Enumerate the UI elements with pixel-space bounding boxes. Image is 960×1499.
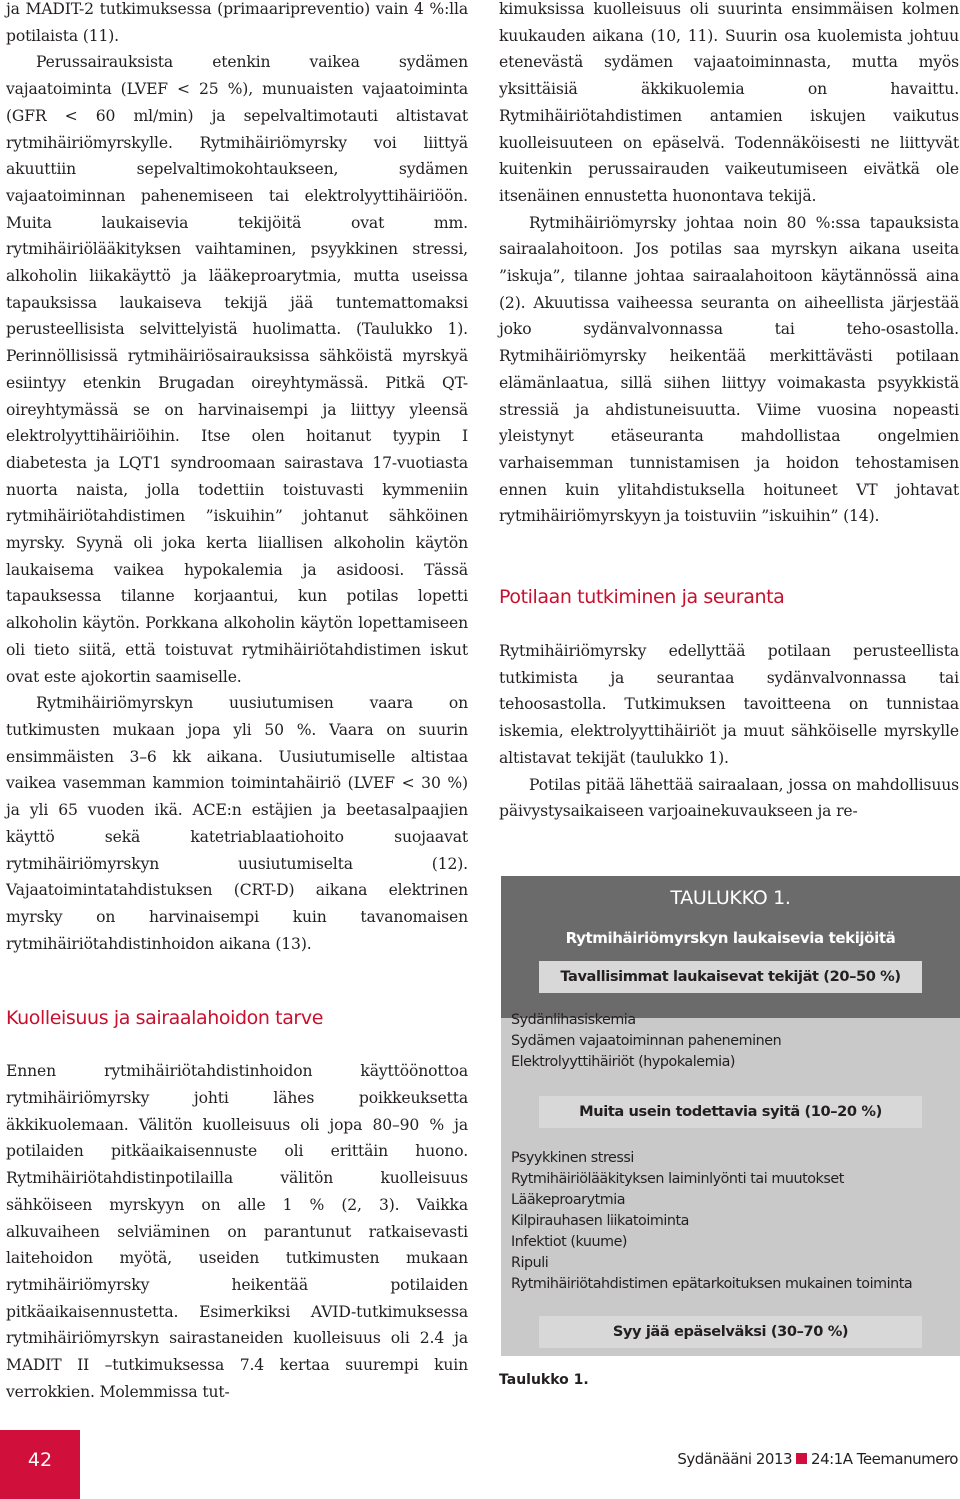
table-list-item: Kilpirauhasen liikatoiminta (511, 1213, 689, 1229)
table-list-item: Lääkeproarytmia (511, 1192, 626, 1208)
body-paragraph: Rytmihäiriömyrsky edellyttää potilaan perusteellista tutkimista ja seurantaa sydänvalvonnassa tai tehoosastolla. Tutkimuksen tavoitteena on tunnistaa iskemia, elektrolyyttihäiriöt ja muut sähköiselle myrskylle altistavat tekijät (taulukko 1). (499, 642, 959, 767)
body-paragraph: ja MADIT-2 tutkimuksessa (primaaripreventio) vain 4 %:lla potilaista (11). (6, 0, 468, 45)
footer (677, 1450, 958, 1468)
section-heading: Potilaan tutkiminen ja seuranta (499, 586, 785, 609)
table-list-item: Psyykkinen stressi (511, 1150, 634, 1166)
table-1 (501, 876, 960, 1356)
table-subtitle: Rytmihäiriömyrskyn laukaisevia tekijöitä (565, 929, 896, 947)
table-list-item: Ripuli (511, 1255, 549, 1271)
table-list-item: Rytmihäiriölääkityksen laiminlyönti tai muutokset (511, 1171, 844, 1187)
table-list-item: Elektrolyyttihäiriöt (hypokalemia) (511, 1054, 736, 1070)
page-number: 42 (0, 1430, 80, 1499)
table-caption: Taulukko 1. (499, 1372, 589, 1388)
body-paragraph: Rytmihäiriömyrsky johtaa noin 80 %:ssa tapauksista sairaalahoitoon. Jos potilas saa myrskyn aikana useita ”iskuja”, tilanne johtaa sairaalahoitoon käytännössä aina (2). Akuutissa vaiheessa seuranta on aiheellista järjestää joko sydänvalvonnassa tai teho-osastolla. Rytmihäiriömyrsky heikentää merkittävästi potilaan elämänlaatua, sillä siihen liittyy voimakasta psyykkistä stressiä ja ahdistuneisuutta. Viime vuosina nopeasti yleistynyt etäseuranta mahdollistaa ongelmien varhaisemman tunnistamisen ja hoidon tehostamisen ennen kuin ylitahdistuksella hoituneet VT johtavat rytmihäiriömyrskyyn ja toistuviin ”iskuihin” (14). (499, 213, 959, 526)
body-paragraph: Ennen rytmihäiriötahdistinhoidon käyttöönottoa rytmihäiriömyrsky johti lähes poikkeuksetta äkkikuolemaan. Välitön kuolleisuus oli jopa 80–90 % ja potilaiden pitkäaikaisennuste oli erittäin huono. Rytmihäiriötahdistinpotilailla välitön kuolleisuus sähköiseen myrskyyn on alle 1 % (2, 3). Vaikka alkuvaiheen selviäminen on parantunut ratkaisevasti laitehoidon myötä, useiden tutkimusten mukaan rytmihäiriömyrsky heikentää potilaiden pitkäaikaisennustetta. Esimerkiksi AVID-tutkimuksessa rytmihäiriömyrskyn sairastaneiden kuolleisuus oli 2.4 ja MADIT II –tutkimuksessa 7.4 kertaa suurempi kuin verrokkien. Molemmissa tut- (6, 1062, 468, 1401)
body-paragraph: Perussairauksista etenkin vaikea sydämen vajaatoiminta (LVEF < 25 %), munuaisten vajaatoiminta (GFR < 60 ml/min) ja sepelvaltimotauti altistavat rytmihäiriömyrskylle. Rytmihäiriömyrsky voi liittyä akuuttiin sepelvaltimokohtaukseen, sydämen vajaatoiminnan pahenemiseen tai elektrolyyttihäiriöön. Muita laukaisevia tekijöitä ovat mm. rytmihäiriölääkityksen vaihtaminen, psyykkinen stressi, alkoholin liikakäyttö ja lääkeproarytmia, mutta useissa tapauksissa laukaiseva tekijä jää tuntemattomaksi perusteellisista selvittelyistä huolimatta. (Taulukko 1). Perinnöllisissä rytmihäiriösairauksissa sähköistä myrskyä esiintyy etenkin Brugadan oireyhtymässä. Pitkä QT-oireyhtymässä se on harvinaisempi ja liittyy yleensä elektrolyyttihäiriöihin. Itse olen hoitanut tyypin I diabetesta ja LQT1 syndroomaan sairastava 17-vuotiasta nuorta naista, jolla todettiin toistuvasti kymmeniin rytmihäiriötahdistimen ”iskuihin” johtanut sähköinen myrsky. Syynä oli joka kerta liiallisen alkoholin käytön laukaisema vaikea hypokalemia ja asidoosi. Tässä tapauksessa tilanne korjaantui, kun potilas lopetti alkoholin käytön. Porkkana alkoholin käytön lopettamiseen oli tieto siitä, että toistuvat rytmihäiriötahdistimen iskut ovat este ajokortin saamiselle. (6, 53, 468, 686)
left-column (6, 0, 468, 1405)
table-section-header: Syy jää epäselväksi (30–70 %) (539, 1316, 922, 1348)
body-paragraph: Potilas pitää lähettää sairaalaan, jossa on mahdollisuus päivystysaikaiseen varjoainekuvaukseen ja re- (499, 775, 959, 821)
table-list (511, 1148, 912, 1295)
table-section-header: Muita usein todettavia syitä (10–20 %) (539, 1096, 922, 1128)
section-heading: Kuolleisuus ja sairaalahoidon tarve (6, 1007, 323, 1030)
table-title: TAULUKKO 1. (670, 887, 791, 909)
body-paragraph: Rytmihäiriömyrskyn uusiutumisen vaara on tutkimusten mukaan jopa yli 50 %. Vaara on suurin ensimmäisten 3–6 kk aikana. Uusiutumiselle altistaa vaikea vasemman kammion toimintahäiriö (LVEF < 30 %) ja yli 65 vuoden ikä. ACE:n estäjien ja beetasalpaajien käyttö sekä katetriablaatiohoito suojaavat rytmihäiriömyrskyn uusiutumiselta (12). Vajaatoimintatahdistuksen (CRT-D) aikana elektrinen myrsky on harvinaisempi kuin tavanomaisen rytmihäiriötahdistinhoidon aikana (13). (6, 694, 468, 953)
table-list-item: Sydänlihasiskemia (511, 1012, 636, 1028)
right-column (499, 0, 959, 825)
issue-name: 24:1A Teemanumero (811, 1450, 958, 1468)
table-list-item: Infektiot (kuume) (511, 1234, 628, 1250)
table-section-header: Tavallisimmat laukaisevat tekijät (20–50 %) (539, 961, 922, 993)
table-list-item: Sydämen vajaatoiminnan paheneminen (511, 1033, 782, 1049)
table-list (511, 1010, 781, 1073)
table-header-band (501, 876, 960, 1018)
square-icon (796, 1453, 807, 1464)
table-list-item: Rytmihäiriötahdistimen epätarkoituksen mukainen toiminta (511, 1276, 913, 1292)
body-paragraph: kimuksissa kuolleisuus oli suurinta ensimmäisen kolmen kuukauden aikana (10, 11). Suurin osa kuolemista johtuu etenevästä sydämen vajaatoiminnasta, mutta myös yksittäisiä äkkikuolemia on havaittu. Rytmihäiriötahdistimen antamien iskujen vaikutus kuolleisuuteen on epäselvä. Todennäköisesti ne liittyvät kuitenkin perussairauden vaikeutumiseen eivätkä ole itsenäinen ennustetta huonontava tekijä. (499, 0, 959, 205)
publication-name: Sydänääni 2013 (677, 1450, 793, 1468)
